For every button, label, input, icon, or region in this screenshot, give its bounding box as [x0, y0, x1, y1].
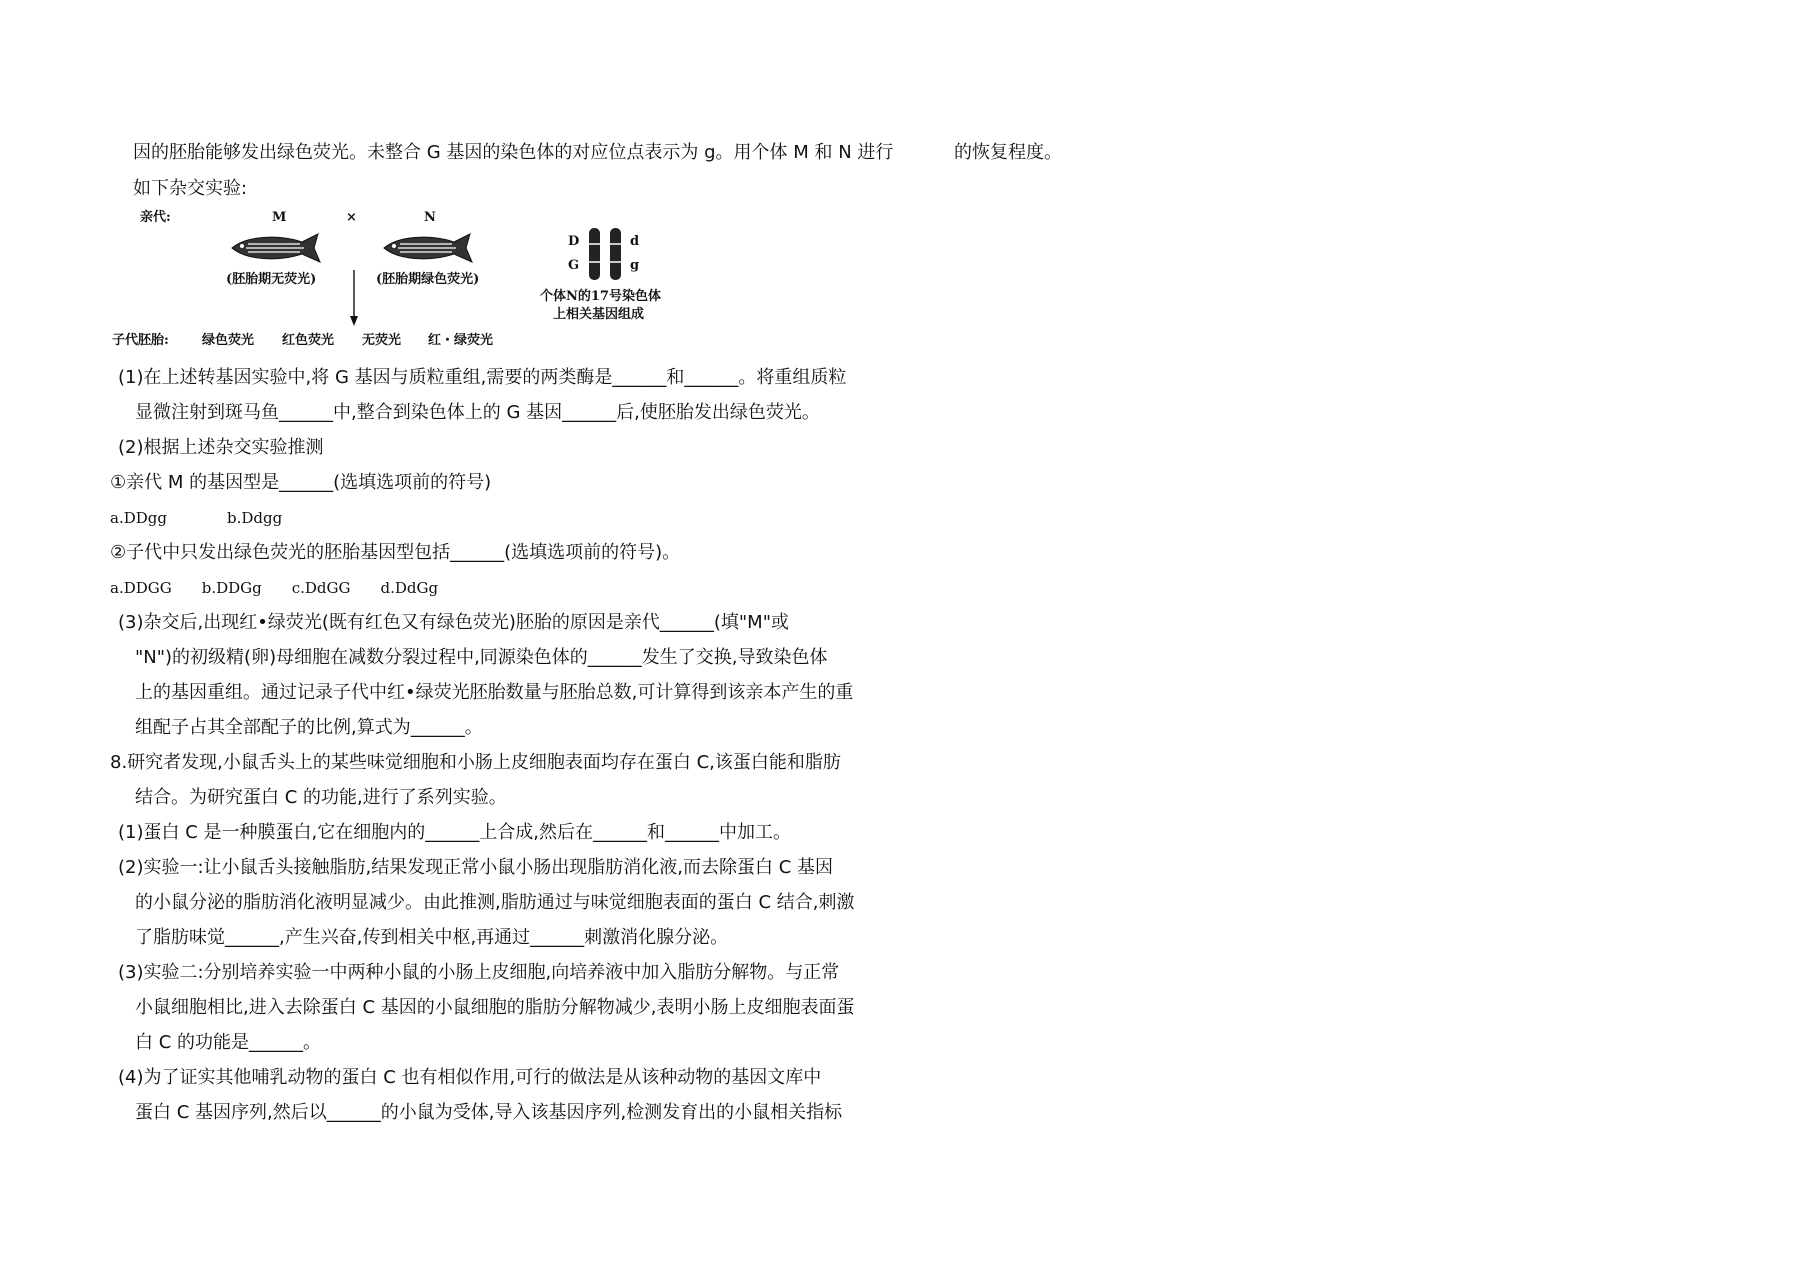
right-column-line-1: 的恢复程度。: [954, 142, 1062, 163]
chrom-label-D: D: [568, 234, 580, 249]
p8-q2-line-3: 了脂肪味觉______,产生兴奋,传到相关中枢,再通过______刺激消化腺分泌。: [135, 927, 729, 948]
offspring-none: 无荧光: [362, 333, 402, 348]
chrom-caption-1: 个体N的17号染色体: [540, 289, 661, 304]
offspring-green: 绿色荧光: [202, 333, 255, 348]
n-label: N: [424, 210, 436, 225]
q2-sub-1: ①亲代 M 的基因型是______(选填选项前的符号): [110, 472, 492, 493]
m-label: M: [272, 210, 287, 225]
p8-q4-line-2: 蛋白 C 基因序列,然后以______的小鼠为受体,导入该基因序列,检测发育出的小鼠相关指标: [135, 1102, 843, 1123]
p8-q2-line-2: 的小鼠分泌的脂肪消化液明显减少。由此推测,脂肪通过与味觉细胞表面的蛋白 C 结合,刺激: [135, 892, 855, 913]
offspring-red-green: 红・绿荧光: [428, 333, 494, 348]
chrom-label-g: g: [630, 258, 640, 273]
chrom-label-G: G: [568, 258, 580, 273]
p8-q3-line-2: 小鼠细胞相比,进入去除蛋白 C 基因的小鼠细胞的脂肪分解物减少,表明小肠上皮细胞表面蛋: [135, 997, 855, 1018]
q3-line-1: (3)杂交后,出现红•绿荧光(既有红色又有绿色荧光)胚胎的原因是亲代______(填"M"或: [118, 612, 789, 633]
p8-line-2: 结合。为研究蛋白 C 的功能,进行了系列实验。: [135, 787, 507, 808]
q3-line-4: 组配子占其全部配子的比例,算式为______。: [135, 717, 483, 738]
intro-line-2: 如下杂交实验:: [133, 178, 248, 199]
n-caption: (胚胎期绿色荧光): [376, 272, 480, 287]
chrom-label-d: d: [630, 234, 640, 249]
p8-q2-line-1: (2)实验一:让小鼠舌头接触脂肪,结果发现正常小鼠小肠出现脂肪消化液,而去除蛋白 C 基因: [118, 857, 834, 878]
q2-sub-2: ②子代中只发出绿色荧光的胚胎基因型包括______(选填选项前的符号)。: [110, 542, 681, 563]
q2-heading: (2)根据上述杂交实验推测: [118, 437, 324, 458]
p8-q3-line-3: 白 C 的功能是______。: [135, 1032, 322, 1053]
zebrafish-m-icon: [228, 230, 328, 266]
parent-label: 亲代:: [140, 210, 171, 225]
offspring-label: 子代胚胎:: [112, 333, 169, 348]
chromosome-pair-icon: [586, 226, 626, 282]
zebrafish-n-icon: [380, 230, 480, 266]
q2-sub-2-options: a.DDGG b.DDGg c.DdGG d.DdGg: [110, 579, 439, 597]
p8-line-1: 8.研究者发现,小鼠舌头上的某些味觉细胞和小肠上皮细胞表面均存在蛋白 C,该蛋白能和脂肪: [110, 752, 841, 773]
q3-line-3: 上的基因重组。通过记录子代中红•绿荧光胚胎数量与胚胎总数,可计算得到该亲本产生的重: [135, 682, 854, 703]
cross-symbol: ×: [346, 210, 357, 225]
q3-line-2: "N")的初级精(卵)母细胞在减数分裂过程中,同源染色体的______发生了交换,导致染色体: [135, 647, 828, 668]
chrom-caption-2: 上相关基因组成: [553, 307, 645, 322]
p8-q4-line-1: (4)为了证实其他哺乳动物的蛋白 C 也有相似作用,可行的做法是从该种动物的基因文库中: [118, 1067, 822, 1088]
p8-q3-line-1: (3)实验二:分别培养实验一中两种小鼠的小肠上皮细胞,向培养液中加入脂肪分解物。与正常: [118, 962, 840, 983]
offspring-red: 红色荧光: [282, 333, 335, 348]
arrow-down-icon: [348, 270, 360, 328]
intro-line-1: 因的胚胎能够发出绿色荧光。未整合 G 基因的染色体的对应位点表示为 g。用个体 M 和 N 进行: [133, 142, 894, 163]
m-caption: (胚胎期无荧光): [226, 272, 317, 287]
q1-line-1: (1)在上述转基因实验中,将 G 基因与质粒重组,需要的两类酶是______和______。将重组质粒: [118, 367, 847, 388]
q1-line-2: 显微注射到斑马鱼______中,整合到染色体上的 G 基因______后,使胚胎发出绿色荧光。: [135, 402, 820, 423]
p8-q1: (1)蛋白 C 是一种膜蛋白,它在细胞内的______上合成,然后在______和______中加工。: [118, 822, 791, 843]
q2-sub-1-options: a.DDgg b.Ddgg: [110, 509, 283, 527]
